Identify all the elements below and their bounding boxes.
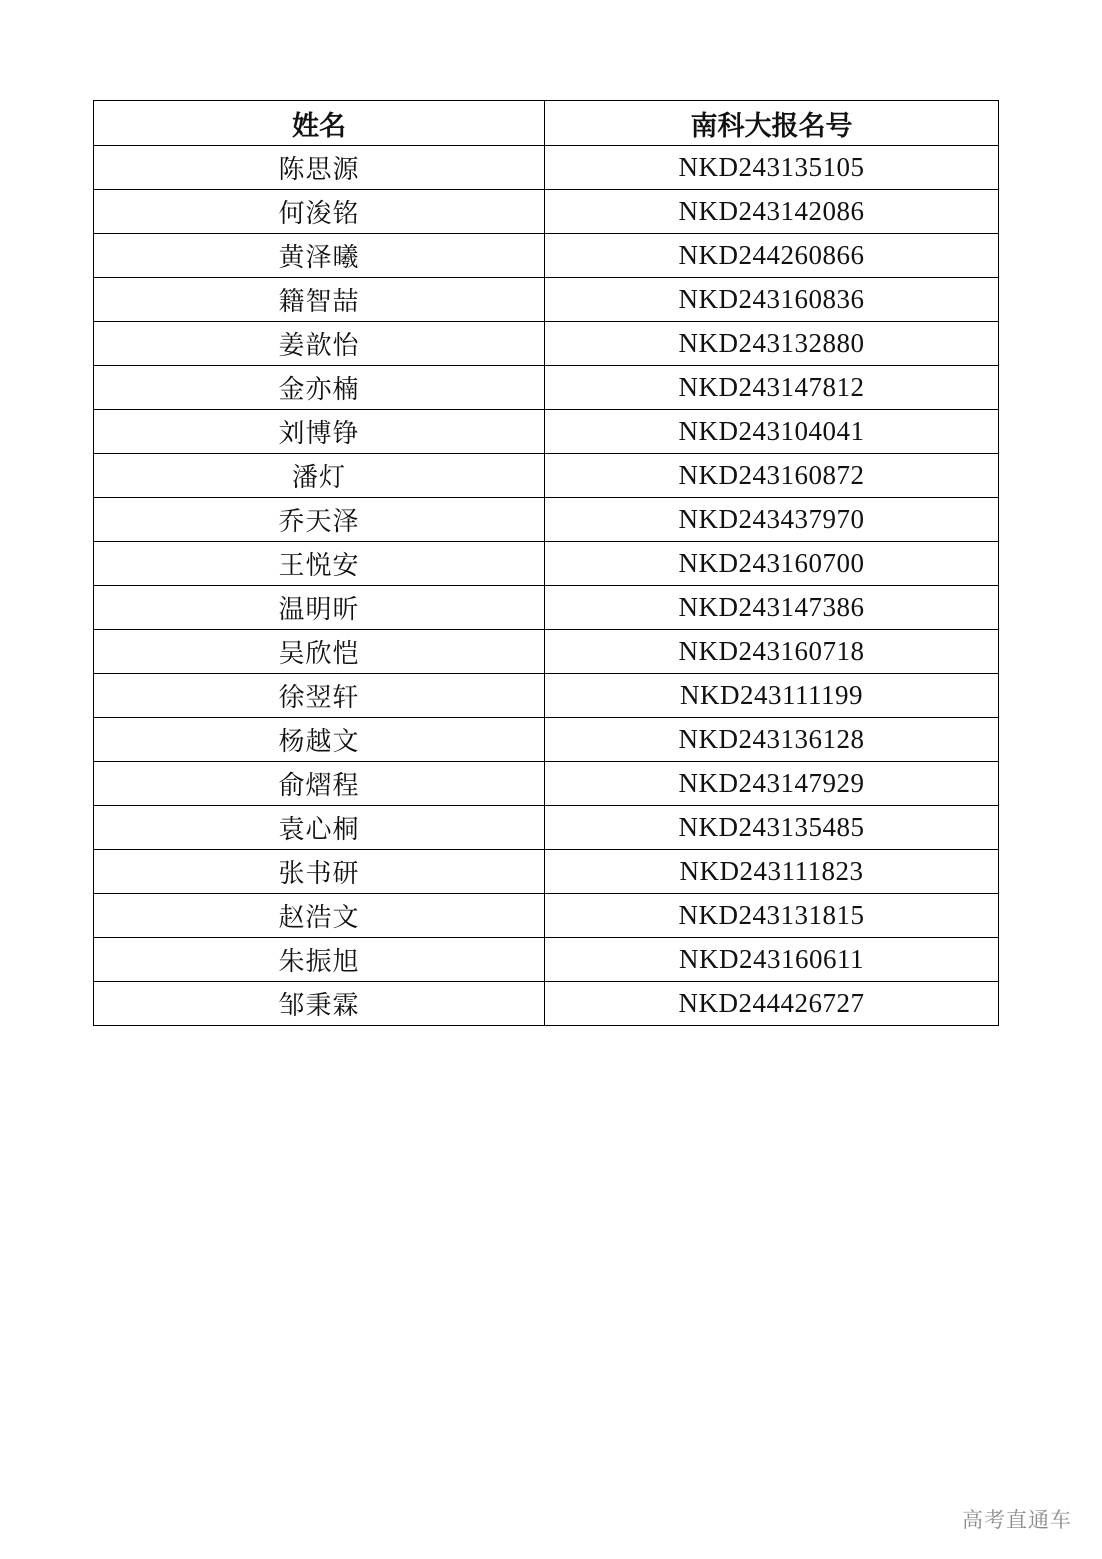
cell-name: 金亦楠 <box>94 366 545 410</box>
cell-registration-number: NKD243136128 <box>545 718 999 762</box>
cell-name: 姜歆怡 <box>94 322 545 366</box>
cell-registration-number: NKD243147929 <box>545 762 999 806</box>
header-name: 姓名 <box>94 101 545 146</box>
cell-registration-number: NKD243111823 <box>545 850 999 894</box>
table-row <box>94 190 999 234</box>
cell-name: 刘博铮 <box>94 410 545 454</box>
table-row <box>94 982 999 1026</box>
cell-name: 徐翌轩 <box>94 674 545 718</box>
table-header-row <box>94 101 999 146</box>
table-row <box>94 454 999 498</box>
cell-registration-number: NKD243142086 <box>545 190 999 234</box>
cell-registration-number: NKD243160611 <box>545 938 999 982</box>
cell-name: 籍智喆 <box>94 278 545 322</box>
cell-name: 邹秉霖 <box>94 982 545 1026</box>
cell-name: 王悦安 <box>94 542 545 586</box>
table-body <box>94 146 999 1026</box>
cell-registration-number: NKD243131815 <box>545 894 999 938</box>
table-row <box>94 718 999 762</box>
applicant-table <box>93 100 999 1026</box>
cell-registration-number: NKD244426727 <box>545 982 999 1026</box>
table-row <box>94 674 999 718</box>
table-row <box>94 806 999 850</box>
cell-name: 乔天泽 <box>94 498 545 542</box>
table-row <box>94 146 999 190</box>
cell-registration-number: NKD243132880 <box>545 322 999 366</box>
table-row <box>94 938 999 982</box>
cell-name: 温明昕 <box>94 586 545 630</box>
cell-registration-number: NKD243147386 <box>545 586 999 630</box>
cell-name: 赵浩文 <box>94 894 545 938</box>
cell-registration-number: NKD243135485 <box>545 806 999 850</box>
cell-registration-number: NKD243111199 <box>545 674 999 718</box>
cell-registration-number: NKD243135105 <box>545 146 999 190</box>
table-row <box>94 234 999 278</box>
cell-name: 吴欣恺 <box>94 630 545 674</box>
table-row <box>94 542 999 586</box>
table-row <box>94 410 999 454</box>
header-registration-number: 南科大报名号 <box>545 101 999 146</box>
cell-name: 朱振旭 <box>94 938 545 982</box>
cell-name: 何浚铭 <box>94 190 545 234</box>
cell-name: 潘灯 <box>94 454 545 498</box>
table-row <box>94 366 999 410</box>
cell-name: 陈思源 <box>94 146 545 190</box>
table-row <box>94 498 999 542</box>
cell-registration-number: NKD243437970 <box>545 498 999 542</box>
cell-registration-number: NKD243147812 <box>545 366 999 410</box>
table-row <box>94 278 999 322</box>
cell-registration-number: NKD243160718 <box>545 630 999 674</box>
table-row <box>94 586 999 630</box>
cell-name: 黄泽曦 <box>94 234 545 278</box>
cell-registration-number: NKD243160700 <box>545 542 999 586</box>
cell-registration-number: NKD243104041 <box>545 410 999 454</box>
cell-name: 袁心桐 <box>94 806 545 850</box>
cell-name: 俞熠程 <box>94 762 545 806</box>
watermark-text: 高考直通车 <box>962 1508 1072 1532</box>
table-row <box>94 894 999 938</box>
cell-name: 杨越文 <box>94 718 545 762</box>
table-row <box>94 850 999 894</box>
cell-registration-number: NKD244260866 <box>545 234 999 278</box>
table-row <box>94 322 999 366</box>
table-row <box>94 630 999 674</box>
table-row <box>94 762 999 806</box>
cell-registration-number: NKD243160872 <box>545 454 999 498</box>
cell-name: 张书研 <box>94 850 545 894</box>
cell-registration-number: NKD243160836 <box>545 278 999 322</box>
